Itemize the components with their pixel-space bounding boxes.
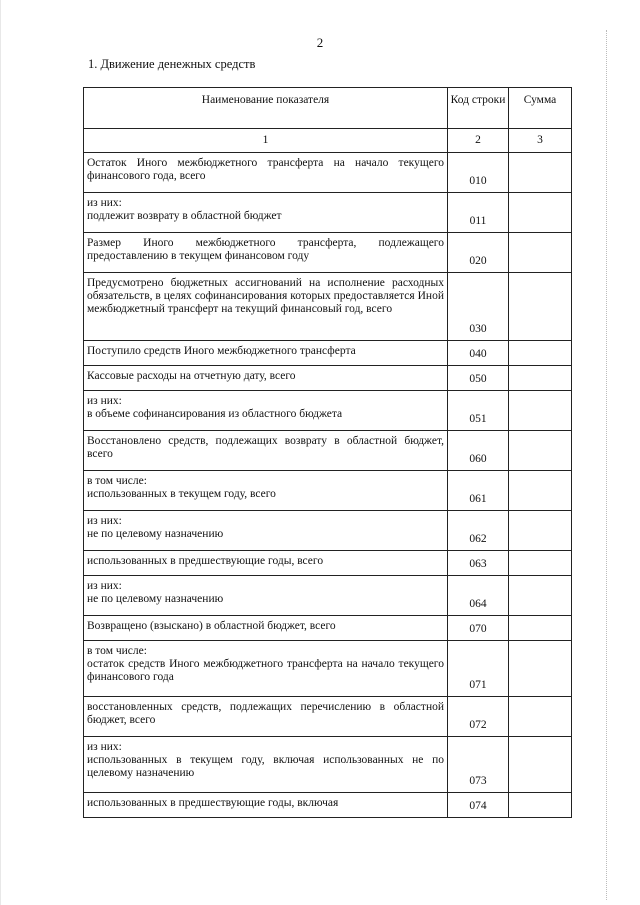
indicator-name-cell: использованных в предшествующие годы, всего xyxy=(84,551,448,576)
table-row xyxy=(84,391,572,431)
sum-cell[interactable] xyxy=(509,641,572,697)
table-row xyxy=(84,641,572,697)
sum-cell[interactable] xyxy=(509,616,572,641)
table-row xyxy=(84,551,572,576)
row-code-cell: 051 xyxy=(448,391,509,431)
row-code-cell: 073 xyxy=(448,737,509,793)
sum-cell[interactable] xyxy=(509,273,572,341)
indicator-name-cell: из них: использованных в текущем году, включая использованных не по целевому назначению xyxy=(84,737,448,793)
column-number: 2 xyxy=(448,129,509,153)
row-code-cell: 040 xyxy=(448,341,509,366)
table-row xyxy=(84,471,572,511)
table-row xyxy=(84,793,572,818)
sum-cell[interactable] xyxy=(509,511,572,551)
table-row xyxy=(84,697,572,737)
sum-cell[interactable] xyxy=(509,471,572,511)
sum-cell[interactable] xyxy=(509,233,572,273)
row-code-cell: 062 xyxy=(448,511,509,551)
indicator-name-cell: использованных в предшествующие годы, включая xyxy=(84,793,448,818)
row-code-cell: 070 xyxy=(448,616,509,641)
indicator-name-cell: из них: в объеме софинансирования из областного бюджета xyxy=(84,391,448,431)
table-body xyxy=(84,153,572,818)
table-row xyxy=(84,153,572,193)
indicator-name-cell: в том числе: использованных в текущем году, всего xyxy=(84,471,448,511)
table-row xyxy=(84,366,572,391)
table-row xyxy=(84,341,572,366)
indicator-name-cell: из них: подлежит возврату в областной бюджет xyxy=(84,193,448,233)
sum-cell[interactable] xyxy=(509,341,572,366)
row-code-cell: 011 xyxy=(448,193,509,233)
indicator-name-cell: в том числе: остаток средств Иного межбюджетного трансферта на начало текущего финансового года xyxy=(84,641,448,697)
sum-cell[interactable] xyxy=(509,153,572,193)
indicator-name-cell: Остаток Иного межбюджетного трансферта на начало текущего финансового года, всего xyxy=(84,153,448,193)
column-number: 1 xyxy=(84,129,448,153)
indicator-name-cell: Восстановлено средств, подлежащих возврату в областной бюджет, всего xyxy=(84,431,448,471)
indicator-name-cell: из них: не по целевому назначению xyxy=(84,511,448,551)
sum-cell[interactable] xyxy=(509,551,572,576)
table-row xyxy=(84,737,572,793)
sum-cell[interactable] xyxy=(509,737,572,793)
row-code-cell: 020 xyxy=(448,233,509,273)
table-row xyxy=(84,193,572,233)
table-row xyxy=(84,233,572,273)
row-code-cell: 071 xyxy=(448,641,509,697)
table-row xyxy=(84,431,572,471)
table-row xyxy=(84,576,572,616)
sum-cell[interactable] xyxy=(509,193,572,233)
scan-margin-marks xyxy=(606,30,609,900)
sum-cell[interactable] xyxy=(509,793,572,818)
indicator-name-cell: Возвращено (взыскано) в областной бюджет, всего xyxy=(84,616,448,641)
row-code-cell: 060 xyxy=(448,431,509,471)
row-code-cell: 010 xyxy=(448,153,509,193)
column-number-row xyxy=(84,129,572,153)
header-indicator-name: Наименование показателя xyxy=(84,88,448,129)
row-code-cell: 072 xyxy=(448,697,509,737)
table-row xyxy=(84,616,572,641)
table-row xyxy=(84,511,572,551)
indicator-name-cell: Предусмотрено бюджетных ассигнований на исполнение расходных обязательств, в целях софинансирования которых предоставляется Иной межбюджетный трансферт на текущий финансовый год, всего xyxy=(84,273,448,341)
table-row xyxy=(84,273,572,341)
header-sum: Сумма xyxy=(509,88,572,129)
page-edge-left xyxy=(0,0,1,905)
indicator-name-cell: Размер Иного межбюджетного трансферта, подлежащего предоставлению в текущем финансовом году xyxy=(84,233,448,273)
row-code-cell: 074 xyxy=(448,793,509,818)
sum-cell[interactable] xyxy=(509,366,572,391)
section-title: 1. Движение денежных средств xyxy=(88,57,256,71)
cash-flow-table xyxy=(83,87,572,818)
indicator-name-cell: Поступило средств Иного межбюджетного трансферта xyxy=(84,341,448,366)
header-row-code: Код строки xyxy=(448,88,509,129)
indicator-name-cell: из них: не по целевому назначению xyxy=(84,576,448,616)
row-code-cell: 064 xyxy=(448,576,509,616)
row-code-cell: 030 xyxy=(448,273,509,341)
sum-cell[interactable] xyxy=(509,576,572,616)
row-code-cell: 063 xyxy=(448,551,509,576)
row-code-cell: 061 xyxy=(448,471,509,511)
sum-cell[interactable] xyxy=(509,391,572,431)
column-number: 3 xyxy=(509,129,572,153)
sum-cell[interactable] xyxy=(509,431,572,471)
indicator-name-cell: Кассовые расходы на отчетную дату, всего xyxy=(84,366,448,391)
page-number: 2 xyxy=(316,35,324,50)
indicator-name-cell: восстановленных средств, подлежащих перечислению в областной бюджет, всего xyxy=(84,697,448,737)
table-header-row xyxy=(84,88,572,129)
sum-cell[interactable] xyxy=(509,697,572,737)
row-code-cell: 050 xyxy=(448,366,509,391)
